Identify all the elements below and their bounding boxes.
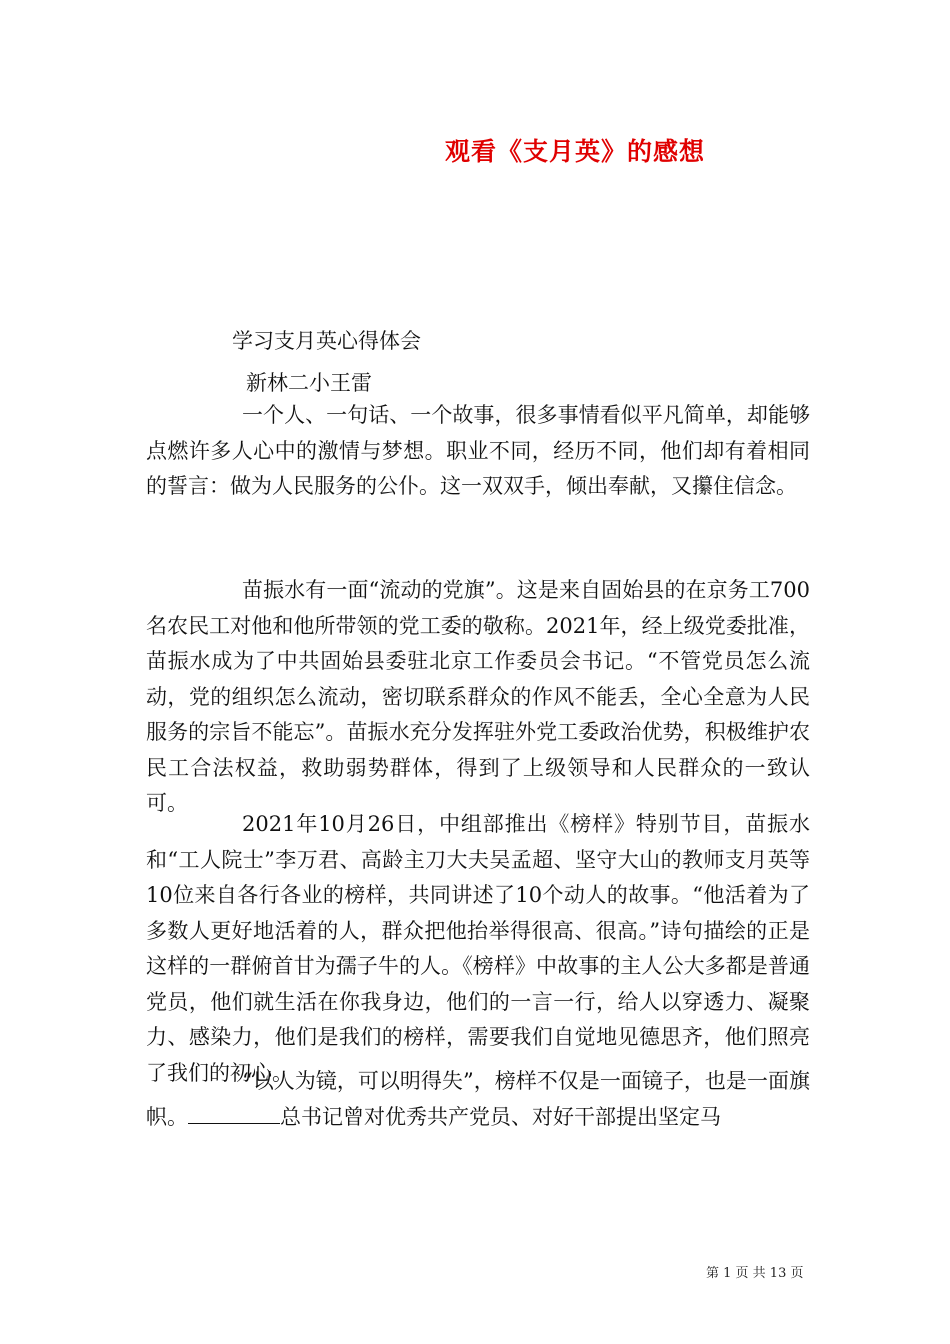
paragraph-4 (146, 1064, 810, 1135)
document-title-text: 观看《支月英》的感想 (444, 137, 705, 166)
blank-underline (188, 1105, 280, 1124)
document-subtitle: 学习支月英心得体会 (232, 329, 421, 353)
document-title (0, 132, 950, 168)
document-author: 新林二小王雷 (246, 371, 372, 395)
paragraph-3: 2021年10月26日，中组部推出《榜样》特别节目，苗振水和“工人院士”李万君、高龄主刀大夫吴孟超、坚守大山的教师支月英等10位来自各行各业的榜样，共同讲述了10个动人的故事。“他活着为了多数人更好地活着的人，群众把他抬举得很高、很高。”诗句描绘的正是这样的一群俯首甘为孺子牛的人。《榜样》中故事的主人公大多都是普通党员，他们就生活在你我身边，他们的一言一行，给人以穿透力、凝聚力、感染力，他们是我们的榜样，需要我们自觉地见德思齐，他们照亮了我们的初心。 (146, 812, 810, 1085)
paragraph-4-end: 总书记曾对优秀共产党员、对好干部提出坚定马 (280, 1104, 721, 1129)
paragraph-1: 一个人、一句话、一个故事，很多事情看似平凡简单，却能够点燃许多人心中的激情与梦想。职业不同，经历不同，他们却有着相同的誓言：做为人民服务的公仆。这一双双手，倾出奉献，又攥住信念。 (146, 403, 810, 498)
paragraph-4-start: “以人为镜，可以明得失”，榜样不仅是一面镜子，也是一面旗帜。 (146, 1069, 810, 1129)
page-number: 第 1 页 共 13 页 (706, 1266, 804, 1281)
paragraph-2: 苗振水有一面“流动的党旗”。这是来自固始县的在京务工700名农民工对他和他所带领的党工委的敬称。2021年，经上级党委批准，苗振水成为了中共固始县委驻北京工作委员会书记。“不管党员怎么流动，党的组织怎么流动，密切联系群众的作风不能丢，全心全意为人民服务的宗旨不能忘”。苗振水充分发挥驻外党工委政治优势，积极维护农民工合法权益，救助弱势群体，得到了上级领导和人民群众的一致认可。 (146, 578, 810, 815)
